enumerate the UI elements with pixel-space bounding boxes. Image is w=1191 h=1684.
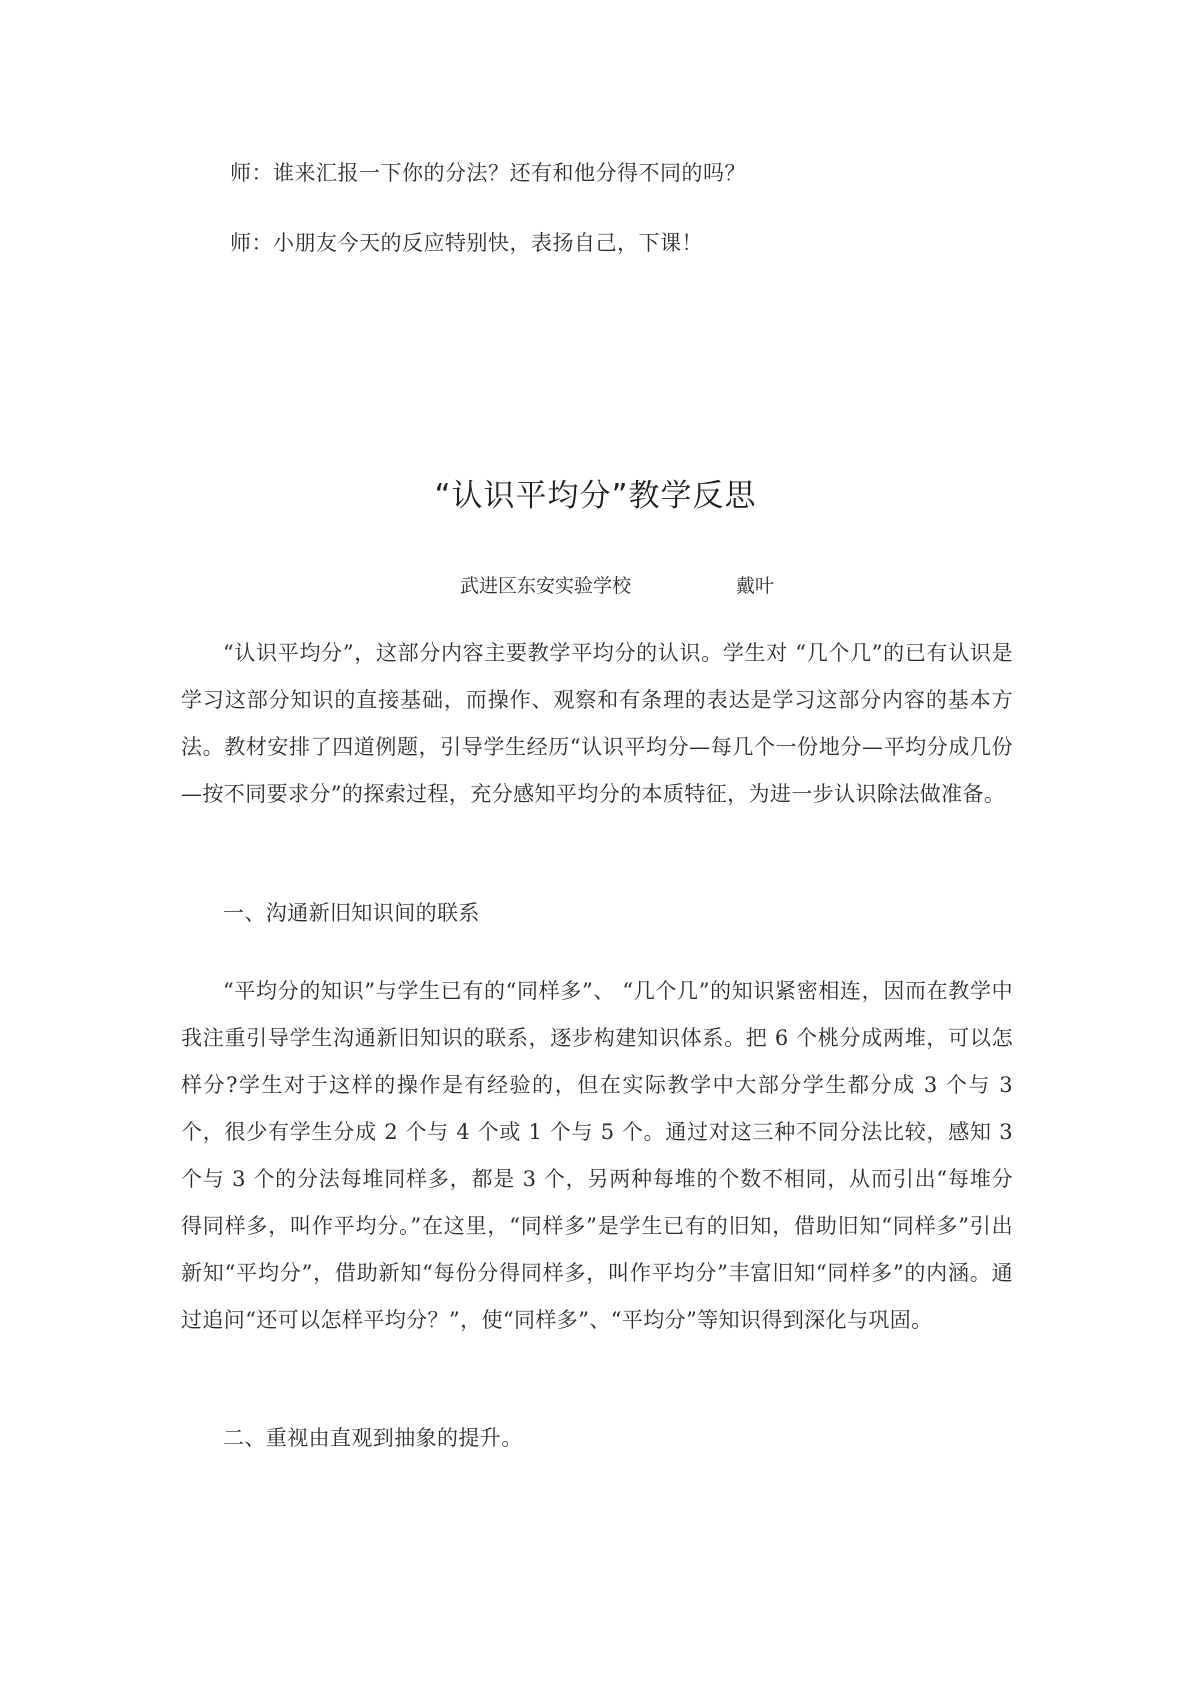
- author-name: 戴叶: [736, 575, 775, 597]
- section-heading-2: [181, 1415, 1013, 1462]
- author-school: 武进区东安实验学校: [460, 575, 632, 597]
- section-heading-1-text: 一、沟通新旧知识间的联系: [223, 901, 480, 925]
- dialogue-line-1: 师：谁来汇报一下你的分法？还有和他分得不同的吗？: [230, 161, 746, 185]
- section-heading-1: [181, 890, 1013, 937]
- paragraph-section-1-text: “平均分的知识”与学生已有的“同样多”、 “几个几”的知识紧密相连，因而在教学中我注重引导学生沟通新旧知识的联系，逐步构建知识体系。把 6 个桃分成两堆，可以怎样分?学生对于这样的操作是有经验的，但在实际教学中大部分学生都分成 3 个与 3 个，很少有学生分成 2 个与 4 个或 1 个与 5 个。通过对这三种不同分法比较，感知 3 个与 3 个的分法每堆同样多，都是 3 个，另两种每堆的个数不相同，从而引出“每堆分得同样多，叫作平均分。”在这里，“同样多”是学生已有的旧知，借助旧知“同样多”引出新知“平均分”，借助新知“每份分得同样多，叫作平均分”丰富旧知“同样多”的内涵。通过追问“还可以怎样平均分？”，使“同样多”、“平均分”等知识得到深化与巩固。: [181, 979, 1013, 1332]
- paragraph-intro: [181, 630, 1013, 818]
- author-line: [460, 572, 860, 600]
- dialogue-line-2: 师：小朋友今天的反应特别快，表扬自己，下课！: [230, 231, 703, 255]
- paragraph-section-1: [181, 968, 1013, 1344]
- paragraph-intro-text: “认识平均分”，这部分内容主要教学平均分的认识。学生对 “几个几”的已有认识是学习这部分知识的直接基础，而操作、观察和有条理的表达是学习这部分内容的基本方法。教材安排了四道例题，引导学生经历“认识平均分—每几个一份地分—平均分成几份—按不同要求分”的探索过程，充分感知平均分的本质特征，为进一步认识除法做准备。: [181, 641, 1013, 806]
- section-heading-2-text: 二、重视由直观到抽象的提升。: [223, 1426, 523, 1450]
- article-title: “认识平均分”教学反思: [434, 478, 757, 514]
